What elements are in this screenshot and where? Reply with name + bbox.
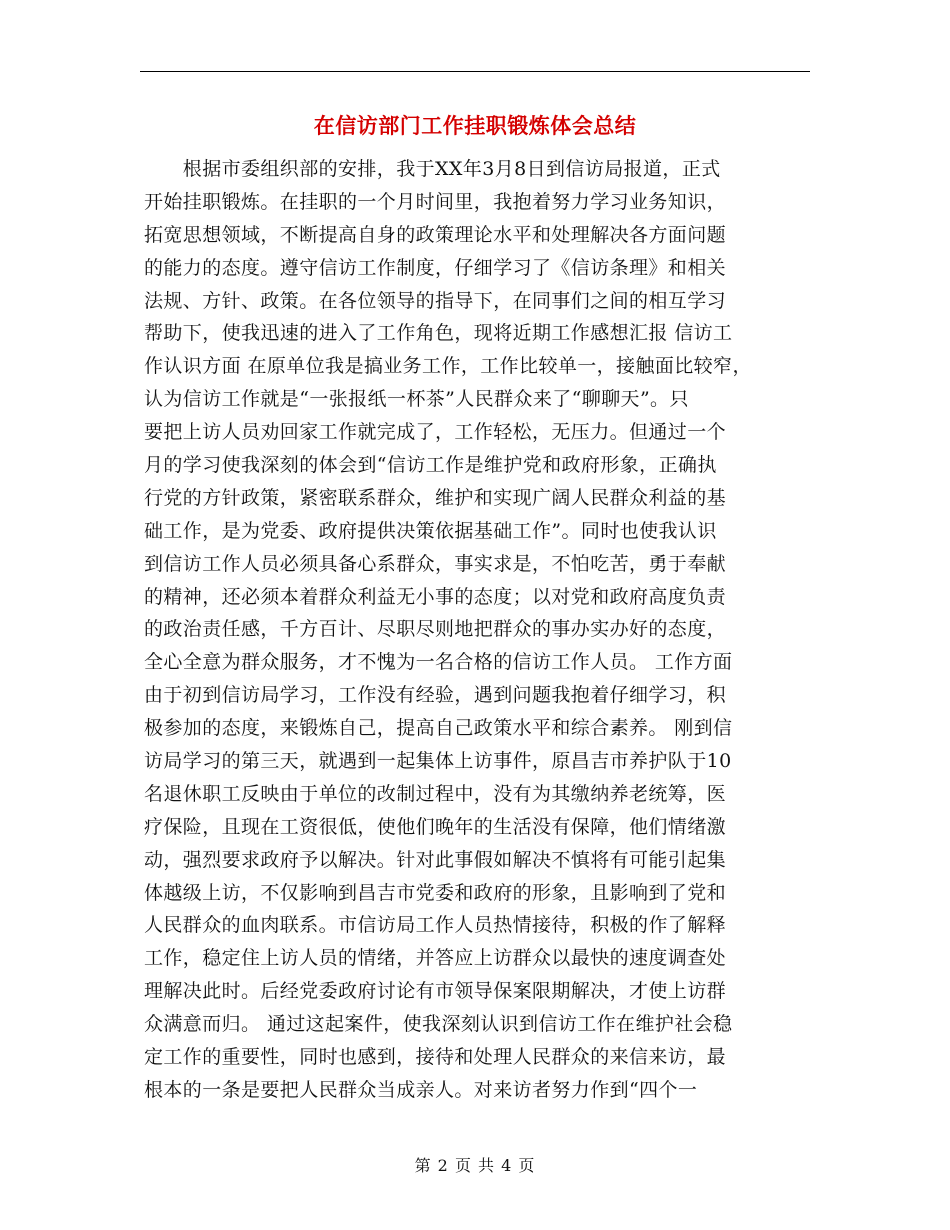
body-line: 众满意而归。 通过这起案件，使我深刻认识到信访工作在维护社会稳	[144, 1013, 733, 1036]
body-line: 人民群众的血肉联系。市信访局工作人员热情接待，积极的作了解释	[144, 914, 727, 937]
body-line: 体越级上访，不仅影响到昌吉市党委和政府的形象，且影响到了党和	[144, 881, 727, 904]
body-line: 行党的方针政策，紧密联系群众，维护和实现广阔人民群众利益的基	[144, 486, 727, 509]
body-line: 定工作的重要性，同时也感到，接待和处理人民群众的来信来访，最	[144, 1046, 727, 1069]
body-line: 帮助下，使我迅速的进入了工作角色，现将近期工作感想汇报 信访工	[144, 322, 733, 345]
body-line: 认为信访工作就是“一张报纸一杯茶”人民群众来了“聊聊天”。只	[144, 388, 689, 411]
body-line: 工作，稳定住上访人员的情绪，并答应上访群众以最快的速度调查处	[144, 947, 727, 970]
body-line: 开始挂职锻炼。在挂职的一个月时间里，我抱着努力学习业务知识，	[144, 190, 727, 213]
body-line: 访局学习的第三天，就遇到一起集体上访事件，原昌吉市养护队于10	[144, 750, 732, 773]
body-line: 要把上访人员劝回家工作就完成了，工作轻松，无压力。但通过一个	[144, 421, 727, 444]
document-title: 在信访部门工作挂职锻炼体会总结	[313, 114, 637, 138]
body-line: 的政治责任感，千方百计、尽职尽则地把群众的事办实办好的态度，	[144, 618, 727, 641]
body-line: 全心全意为群众服务，才不愧为一名合格的信访工作人员。 工作方面	[144, 651, 733, 674]
body-line: 的能力的态度。遵守信访工作制度，仔细学习了《信访条理》和相关	[144, 256, 727, 279]
body-line: 极参加的态度，来锻炼自己，提高自己政策水平和综合素养。 刚到信	[144, 717, 733, 740]
body-line: 法规、方针、政策。在各位领导的指导下，在同事们之间的相互学习	[144, 289, 727, 312]
page-number-footer: 第 2 页 共 4 页	[414, 1156, 536, 1175]
body-line: 到信访工作人员必须具备心系群众，事实求是，不怕吃苦，勇于奉献	[144, 552, 727, 575]
body-line: 作认识方面 在原单位我是搞业务工作，工作比较单一，接触面比较窄，	[144, 355, 752, 378]
body-line: 根本的一条是要把人民群众当成亲人。对来访者努力作到“四个一	[144, 1078, 698, 1101]
body-line: 名退休职工反映由于单位的改制过程中，没有为其缴纳养老统筹，医	[144, 782, 727, 805]
body-line: 理解决此时。后经党委政府讨论有市领导保案限期解决，才使上访群	[144, 980, 727, 1003]
body-line: 根据市委组织部的安排，我于XX年3月8日到信访局报道，正式	[144, 158, 721, 180]
body-line: 的精神，还必须本着群众利益无小事的态度；以对党和政府高度负责	[144, 585, 727, 608]
body-line: 疗保险，且现在工资很低，使他们晚年的生活没有保障，他们情绪激	[144, 815, 727, 838]
body-line: 拓宽思想领域，不断提高自身的政策理论水平和处理解决各方面问题	[144, 223, 727, 246]
body-line: 月的学习使我深刻的体会到“信访工作是维护党和政府形象，正确执	[144, 454, 717, 477]
body-line: 础工作，是为党委、政府提供决策依据基础工作”。同时也使我认识	[144, 519, 717, 542]
document-body	[144, 153, 814, 1107]
body-line: 由于初到信访局学习，工作没有经验，遇到问题我抱着仔细学习，积	[144, 684, 727, 707]
header-divider	[140, 71, 810, 72]
body-line: 动，强烈要求政府予以解决。针对此事假如解决不慎将有可能引起集	[144, 848, 727, 871]
